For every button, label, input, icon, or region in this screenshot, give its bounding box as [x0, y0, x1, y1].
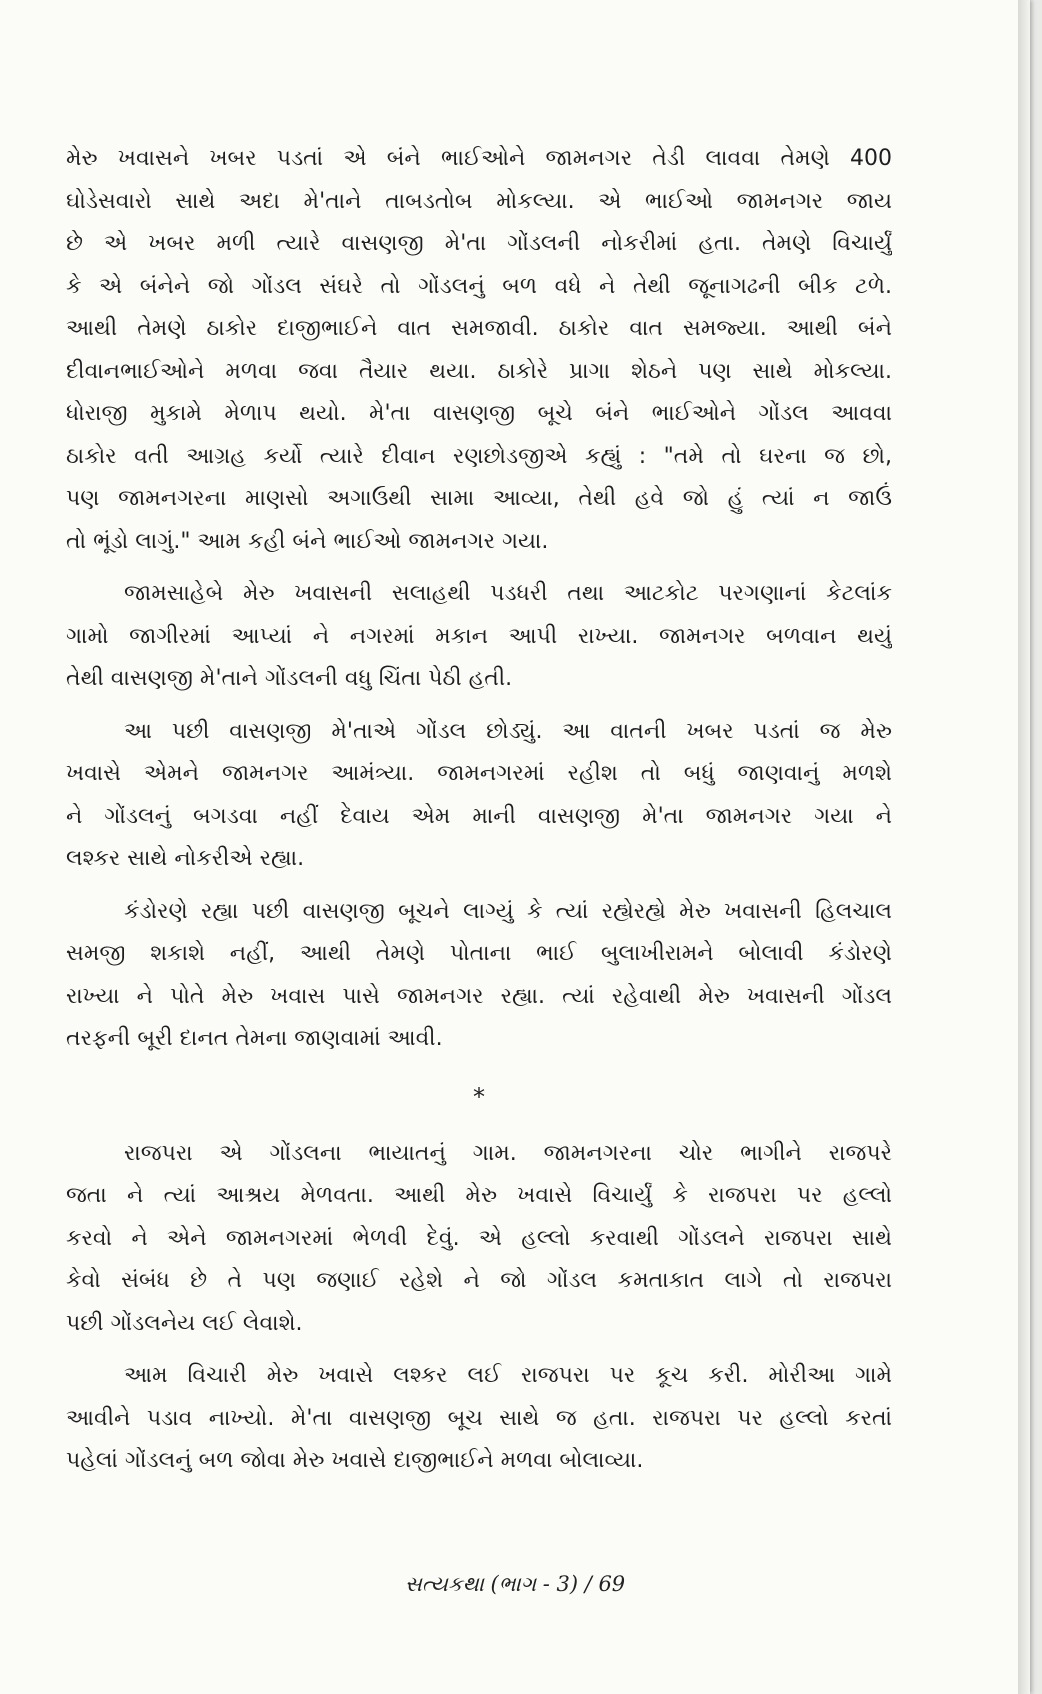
text-line: આમ વિચારી મેરુ ખવાસે લશ્કર લઈ રાજપરા પર કૂચ કરી. મોરીઆ ગામે	[124, 1363, 892, 1388]
text-line: કેવો સંબંધ છે તે પણ જણાઈ રહેશે ને જો ગોંડલ કમતાકાત લાગે તો રાજપરા	[66, 1268, 892, 1293]
text-line: પછી ગોંડલનેય લઈ લેવાશે.	[66, 1310, 303, 1336]
paragraph-4	[66, 891, 892, 1061]
paragraph-2	[66, 573, 892, 701]
text-line: આવીને પડાવ નાખ્યો. મે'તા વાસણજી બૂચ સાથે જ હતા. રાજપરા પર હલ્લો કરતાં	[66, 1405, 892, 1431]
text-line: લશ્કર સાથે નોકરીએ રહ્યા.	[66, 846, 305, 871]
text-line: કંડોરણે રહ્યા પછી વાસણજી બૂચને લાગ્યું કે ત્યાં રહ્યેરહ્યે મેરુ ખવાસની હિલચાલ	[124, 898, 892, 924]
text-line: કે એ બંનેને જો ગોંડલ સંઘરે તો ગોંડલનું બળ વધે ને તેથી જૂનાગઢની બીક ટળે.	[66, 273, 892, 299]
text-line: રાજપરા એ ગોંડલના ભાયાતનું ગામ. જામનગરના ચોર ભાગીને રાજપરે	[124, 1140, 892, 1166]
text-line: તરફની બૂરી દાનત તેમના જાણવામાં આવી.	[66, 1026, 443, 1051]
text-line: દીવાનભાઈઓને મળવા જવા તૈયાર થયા. ઠાકોરે પ્રાગા શેઠને પણ સાથે મોકલ્યા.	[66, 358, 892, 384]
text-line: મેરુ ખવાસને ખબર પડતાં એ બંને ભાઈઓને જામનગર તેડી લાવવા તેમણે 400	[66, 146, 892, 171]
text-line: ગામો જાગીરમાં આપ્યાં ને નગરમાં મકાન આપી રાખ્યા. જામનગર બળવાન થયું	[66, 623, 892, 649]
page-edge-shadow	[1018, 0, 1030, 1694]
text-line: ઘોડેસવારો સાથે અદા મે'તાને તાબડતોબ મોકલ્યા. એ ભાઈઓ જામનગર જાય	[66, 188, 892, 214]
text-line: છે એ ખબર મળી ત્યારે વાસણજી મે'તા ગોંડલની નોકરીમાં હતા. તેમણે વિચાર્યું	[66, 231, 892, 256]
paragraph-1	[66, 138, 892, 563]
text-line: સમજી શકાશે નહીં, આથી તેમણે પોતાના ભાઈ બુલાખીરામને બોલાવી કંડોરણે	[66, 941, 892, 966]
text-line: ને ગોંડલનું બગડવા નહીં દેવાય એમ માની વાસણજી મે'તા જામનગર ગયા ને	[66, 803, 892, 829]
text-line: જામસાહેબે મેરુ ખવાસની સલાહથી પડધરી તથા આટકોટ પરગણાનાં કેટલાંક	[124, 581, 892, 606]
text-line: ઠાકોર વતી આગ્રહ કર્યો ત્યારે દીવાન રણછોડજીએ કહ્યું : "તમે તો ઘરના જ છો,	[66, 443, 892, 469]
text-line: કરવો ને એને જામનગરમાં ભેળવી દેવું. એ હલ્લો કરવાથી ગોંડલને રાજપરા સાથે	[66, 1225, 892, 1251]
text-line: ખવાસે એમને જામનગર આમંત્ર્યા. જામનગરમાં રહીશ તો બધું જાણવાનું મળશે	[66, 761, 892, 786]
body-text	[66, 138, 892, 1483]
text-line: રાખ્યા ને પોતે મેરુ ખવાસ પાસે જામનગર રહ્યા. ત્યાં રહેવાથી મેરુ ખવાસની ગોંડલ	[66, 983, 892, 1009]
text-line: આથી તેમણે ઠાકોર દાજીભાઈને વાત સમજાવી. ઠાકોર વાત સમજ્યા. આથી બંને	[66, 316, 892, 341]
text-line: આ પછી વાસણજી મે'તાએ ગોંડલ છોડ્યું. આ વાતની ખબર પડતાં જ મેરુ	[124, 718, 892, 744]
paragraph-5	[66, 1133, 892, 1346]
paragraph-3	[66, 711, 892, 881]
text-line: તેથી વાસણજી મે'તાને ગોંડલની વધુ ચિંતા પેઠી હતી.	[66, 666, 513, 691]
text-line: પહેલાં ગોંડલનું બળ જોવા મેરુ ખવાસે દાજીભાઈને મળવા બોલાવ્યા.	[66, 1448, 644, 1473]
section-separator: *	[473, 1082, 485, 1111]
page-footer: સત્યકથા (ભાગ - 3) / 69	[404, 1572, 626, 1596]
text-line: પણ જામનગરના માણસો અગાઉથી સામા આવ્યા, તેથી હવે જો હું ત્યાં ન જાઉં	[66, 486, 892, 511]
text-line: તો ભૂંડો લાગું." આમ કહી બંને ભાઈઓ જામનગર ગયા.	[66, 528, 549, 554]
text-line: ધોરાજી મુકામે મેળાપ થયો. મે'તા વાસણજી બૂચે બંને ભાઈઓને ગોંડલ આવવા	[66, 401, 892, 426]
text-line: જતા ને ત્યાં આશ્રય મેળવતા. આથી મેરુ ખવાસે વિચાર્યું કે રાજપરા પર હલ્લો	[66, 1183, 892, 1208]
paragraph-6	[66, 1355, 892, 1483]
